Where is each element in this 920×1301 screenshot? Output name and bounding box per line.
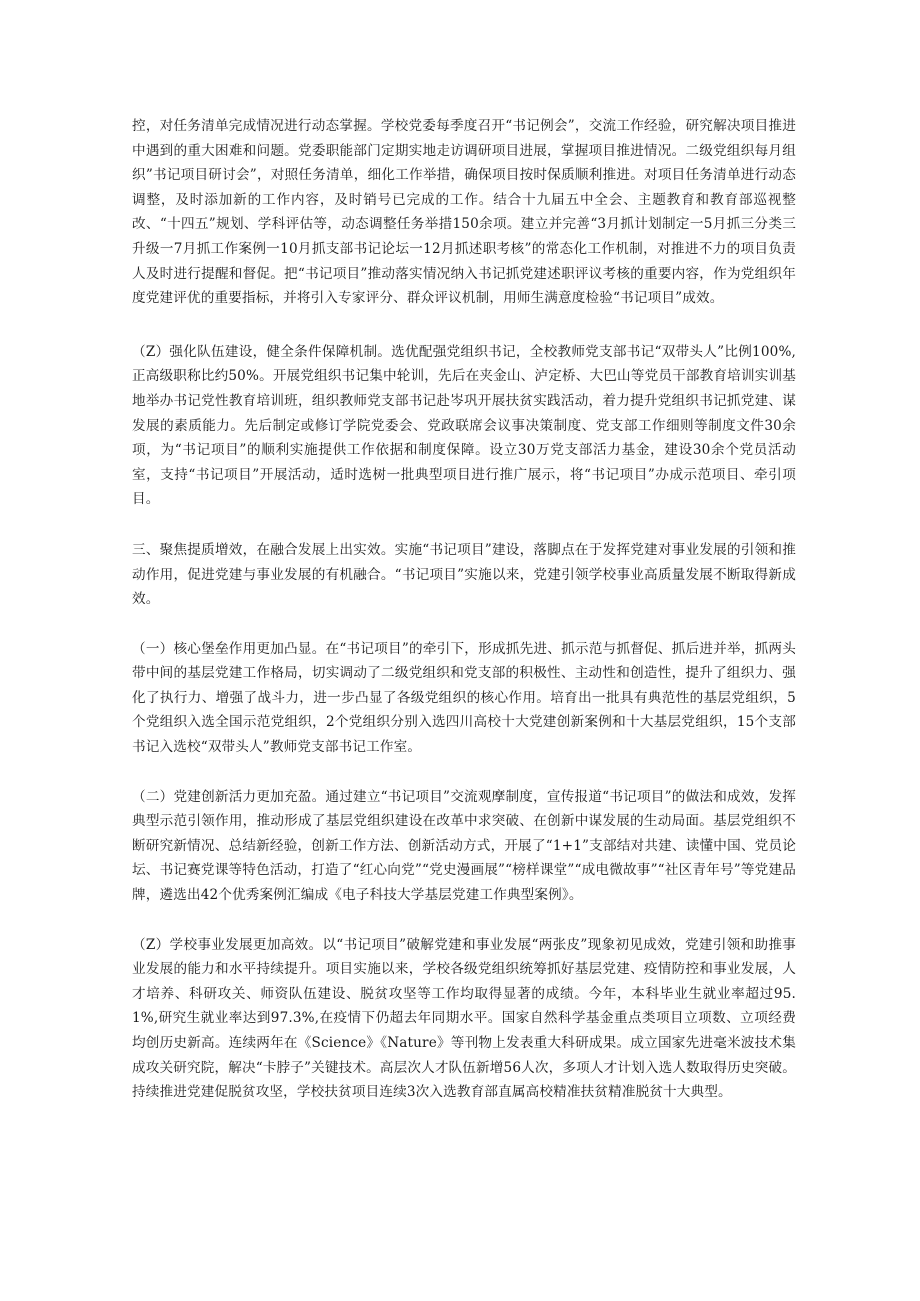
paragraph-task-dynamic-management: 控，对任务清单完成情况进行动态掌握。学校党委每季度召开“书记例会”，交流工作经验，研究解决项目推进中遇到的重大困难和问题。党委职能部门定期实地走访调研项目进展，掌握项目推进情况。二级党组织每月组织”书记项目研讨会”，对照任务清单，细化工作举措，确保项目按时保质顺利推进。对项目任务清单进行动态调整，及时添加新的工作内容，及时销号已完成的工作。结合十九届五中全会、主题教育和教育部巡视整改、“十四五”规划、学科评估等，动态调整任务举措150余项。建立并完善“3月抓计划制定一5月抓三分类三升级一7月抓工作案例一10月抓支部书记论坛一12月抓述职考核”的常态化工作机制，对推进不力的项目负责人及时进行提醒和督促。把“书记项目”推动落实情况纳入书记抓党建述职评议考核的重要内容，作为党组织年度党建评优的重要指标，并将引入专家评分、群众评议机制，用师生满意度检验“书记项目”成效。 [132,118,796,307]
paragraph-school-development: （Z）学校事业发展更加高效。以“书记项目”破解党建和事业发展“两张皮”现象初见成效，党建引领和助推事业发展的能力和水平持续提升。项目实施以来，学校各级党组织统筹抓好基层党建、疫情防控和事业发展，人才培养、科研攻关、师资队伍建设、脱贫攻坚等工作均取得显著的成绩。今年，本科毕业生就业率超过95.1%,研究生就业率达到97.3%,在疫情下仍超去年同期水平。国家自然科学基金重点类项目立项数、立项经费均创历史新高。连续两年在《Science》《Nature》等刊物上发表重大科研成果。成立国家先进毫米波技术集成攻关研究院，解决“卡脖子”关键技术。高层次人才队伍新增56人次，多项人才计划入选人数取得历史突破。持续推进党建促脱贫攻坚，学校扶贫项目连续3次入选教育部直属高校精准扶贫精准脱贫十大典型。 [132,936,797,1101]
paragraph-core-bastion: （一）核心堡垒作用更加凸显。在“书记项目”的牵引下，形成抓先进、抓示范与抓督促、抓后进并举，抓两头带中间的基层党建工作格局，切实调动了二级党组织和党支部的积极性、主动性和创造性，提升了组织力、强化了执行力、增强了战斗力，进一步凸显了各级党组织的核心作用。培育出一批具有典范性的基层党组织，5个党组织入选全国示范党组织，2个党组织分别入选四川高校十大党建创新案例和十大基层党组织，15个支部书记入选校“双带头人”教师党支部书记工作室。 [132,640,796,756]
section-heading-quality-efficiency: 三、聚焦提质增效，在融合发展上出实效。实施“书记项目”建设，落脚点在于发挥党建对事业发展的引领和推动作用，促进党建与事业发展的有机融合。“书记项目”实施以来，党建引领学校事业高质量发展不断取得新成效。 [132,541,796,608]
paragraph-innovation-vitality: （二）党建创新活力更加充盈。通过建立“书记项目”交流观摩制度，宣传报道“书记项目”的做法和成效，发挥典型示范引领作用，推动形成了基层党组织建设在改革中求突破、在创新中谋发展的生动局面。基层党组织不断研究新情况、总结新经验，创新工作方法、创新活动方式，开展了“1+1”支部结对共建、读懂中国、党员论坛、书记赛党课等特色活动，打造了“红心向党”“党史漫画展”“榜样课堂”“成电微故事”“社区青年号”等党建品牌，遴选出42个优秀案例汇编成《电子科技大学基层党建工作典型案例》。 [132,788,796,904]
document-page [132,114,796,1128]
paragraph-team-building: （Z）强化队伍建设，健全条件保障机制。选优配强党组织书记，全校教师党支部书记“双带头人”比例100%,正高级职称比约50%。开展党组织书记集中轮训，先后在夹金山、泸定桥、大巴山等党员干部教育培训实训基地举办书记党性教育培训班，组织教师党支部书记赴岑巩开展扶贫实践活动，着力提升党组织书记抓党建、谋发展的素质能力。先后制定或修订学院党委会、党政联席会议事决策制度、党支部工作细则等制度文件30余项，为“书记项目”的顺利实施提供工作依据和制度保障。设立30万党支部活力基金，建设30余个党员活动室，支持“书记项目”开展活动，适时选树一批典型项目进行推广展示，将“书记项目”办成示范项目、牵引项目。 [132,343,796,508]
